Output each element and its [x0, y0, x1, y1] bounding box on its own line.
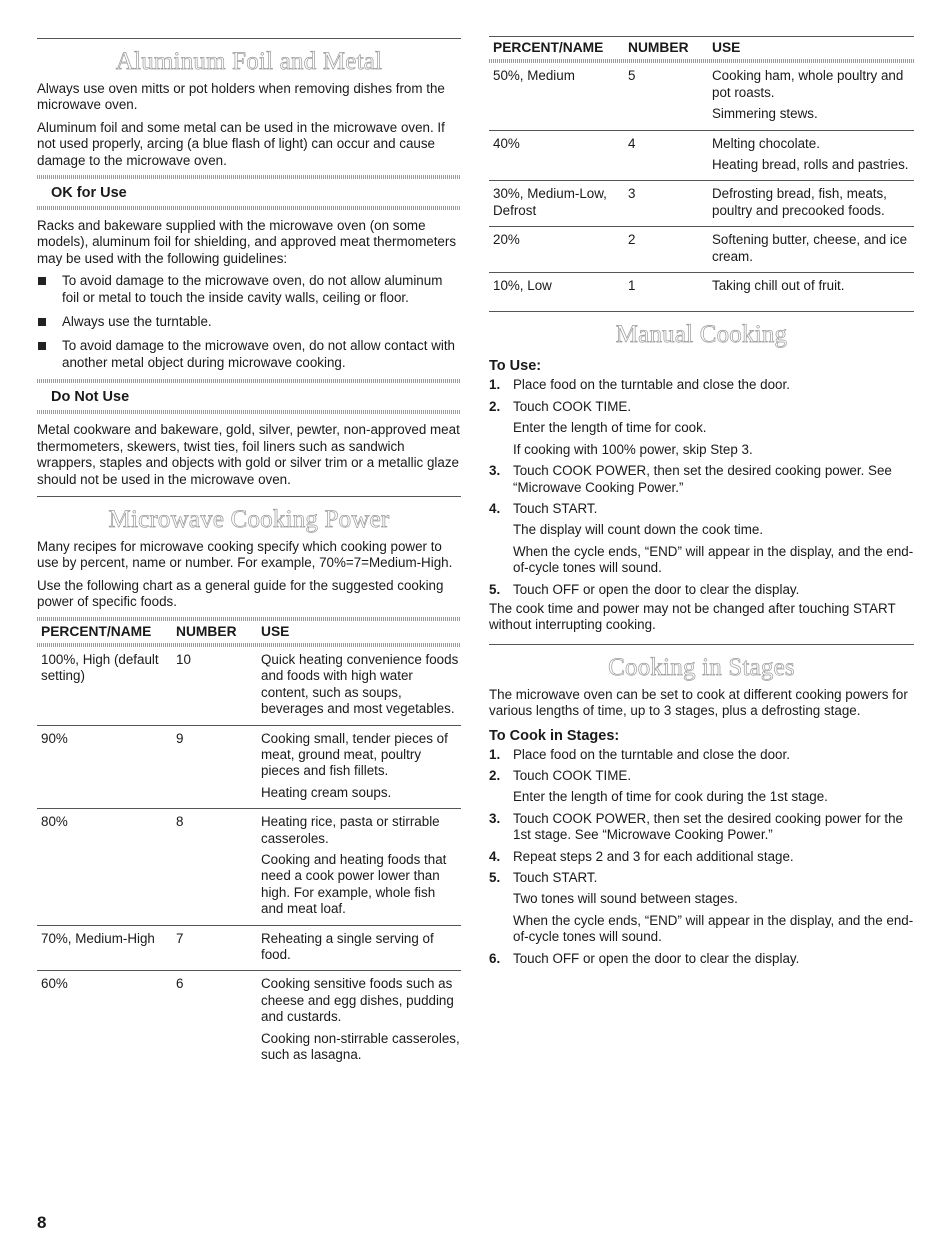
ok-for-use-text: Racks and bakeware supplied with the microwave oven (on some models), aluminum foil for shielding, and approved meat thermometers may be used with the following guidelines:	[37, 218, 457, 266]
table-row	[37, 647, 461, 725]
step-note: The display will count down the cook time.	[513, 522, 764, 538]
cell-use: Melting chocolate. Heating bread, rolls and pastries.	[712, 130, 914, 181]
hatch-divider	[37, 206, 461, 210]
step-note: Two tones will sound between stages.	[513, 891, 738, 907]
table-header-row	[489, 37, 914, 59]
square-bullet-icon	[38, 318, 46, 326]
table-row	[489, 227, 914, 273]
step-note: If cooking with 100% power, skip Step 3.	[513, 441, 753, 457]
cell-percent-name: 10%, Low	[493, 278, 552, 294]
header-percent-name: PERCENT/NAME	[493, 40, 604, 55]
do-not-use-heading: Do Not Use	[51, 389, 130, 406]
cell-percent-name: 100%, High (default setting)	[37, 647, 176, 725]
cell-use: Taking chill out of fruit.	[712, 278, 845, 294]
step-item: 5. Touch OFF or open the door to clear the display.	[489, 581, 800, 597]
section-rule	[37, 496, 461, 497]
cell-use: Defrosting bread, fish, meats, poultry and precooked foods.	[712, 181, 914, 227]
cell-percent-name: 90%	[37, 725, 176, 809]
cell-use: Cooking small, tender pieces of meat, ground meat, poultry pieces and fish fillets. Heating cream soups.	[261, 725, 461, 809]
table-row	[37, 809, 461, 925]
bullet-item: To avoid damage to the microwave oven, do not allow contact with another metal object during microwave cooking.	[37, 338, 461, 371]
manual-note: The cook time and power may not be changed after touching START without interrupting cooking.	[489, 600, 896, 633]
manual-steps-list	[489, 377, 914, 597]
header-use: USE	[712, 40, 741, 55]
power-table	[37, 621, 461, 1071]
aluminum-paragraph-1: Always use oven mitts or pot holders when removing dishes from the microwave oven.	[37, 81, 445, 113]
table-row	[37, 725, 461, 809]
table-row	[489, 130, 914, 181]
cell-number: 2	[628, 227, 712, 273]
stages-steps-list	[489, 747, 914, 967]
cell-use: Quick heating convenience foods and foods with high water content, such as soups, beverages and most vegetables.	[261, 647, 461, 725]
power-paragraph-1: Many recipes for microwave cooking specify which cooking power to use by percent, name or number. For example, 70%=7=Medium-High.	[37, 538, 453, 571]
hatch-divider	[37, 410, 461, 414]
power-paragraph-2: Use the following chart as a general guide for the suggested cooking power of specific foods.	[37, 577, 444, 610]
cell-use: Cooking ham, whole poultry and pot roasts. Simmering stews.	[712, 63, 914, 130]
cell-number: 5	[628, 63, 712, 130]
bullet-item: To avoid damage to the microwave oven, do not allow aluminum foil or metal to touch the inside cavity walls, ceiling or floor.	[37, 273, 461, 306]
ok-for-use-heading: OK for Use	[51, 185, 127, 202]
table-row	[489, 273, 914, 302]
right-column	[489, 0, 914, 972]
cell-percent-name: 60%	[41, 976, 68, 992]
step-item: 5. Touch START. Two tones will sound between stages. When the cycle ends, “END” will appear in the display, and the end-of-cycle tones will sound.	[489, 870, 914, 945]
square-bullet-icon	[38, 277, 46, 285]
header-percent-name: PERCENT/NAME	[41, 623, 152, 639]
cell-number: 8	[176, 809, 261, 925]
power-title: Microwave Cooking Power	[108, 505, 390, 533]
step-item: 2. Touch COOK TIME. Enter the length of time for cook during the 1st stage.	[489, 768, 914, 806]
cooking-in-stages-title: Cooking in Stages	[608, 653, 795, 681]
table-row	[37, 971, 461, 1071]
step-item: 1. Place food on the turntable and close the door.	[489, 377, 790, 393]
cell-number: 7	[176, 925, 261, 971]
cell-percent-name: 50%, Medium	[489, 63, 628, 130]
table-row	[489, 63, 914, 130]
step-item: 3. Touch COOK POWER, then set the desired cooking power. See “Microwave Cooking Power.”	[489, 463, 892, 495]
cell-number: 1	[628, 278, 636, 294]
cell-use: Reheating a single serving of food.	[261, 925, 461, 971]
section-rule	[489, 311, 914, 312]
header-number: NUMBER	[628, 40, 689, 55]
ok-bullet-list	[37, 273, 461, 371]
cell-use: Heating rice, pasta or stirrable casseroles. Cooking and heating foods that need a cook power lower than high. For example, whole fish and meat loaf.	[261, 809, 461, 925]
cell-use: Softening butter, cheese, and ice cream.	[712, 227, 914, 273]
table-row	[489, 181, 914, 227]
to-cook-in-stages-heading: To Cook in Stages:	[489, 727, 620, 744]
step-note: Enter the length of time for cook.	[513, 420, 707, 436]
cell-number: 10	[176, 647, 261, 725]
cell-number: 3	[628, 181, 712, 227]
section-rule	[489, 644, 914, 645]
cell-number: 6	[176, 976, 184, 992]
step-note: Enter the length of time for cook during the 1st stage.	[513, 789, 828, 805]
manual-cooking-title: Manual Cooking	[615, 321, 788, 349]
cell-use: Cooking sensitive foods such as cheese and egg dishes, pudding and custards. Cooking non-stirrable casseroles, such as lasagna.	[261, 976, 460, 1063]
left-column	[37, 0, 461, 1070]
section-rule	[37, 38, 461, 39]
cell-percent-name: 30%, Medium-Low, Defrost	[489, 181, 628, 227]
table-header-row	[37, 621, 461, 643]
stages-intro: The microwave oven can be set to cook at different cooking powers for various lengths of time, up to 3 stages, plus a defrosting stage.	[489, 686, 908, 719]
step-note: When the cycle ends, “END” will appear in the display, and the end-of-cycle tones will sound.	[513, 912, 914, 945]
header-use: USE	[261, 623, 290, 639]
table-row	[37, 925, 461, 971]
cell-number: 4	[628, 130, 712, 181]
step-item: 3. Touch COOK POWER, then set the desired cooking power for the 1st stage. See “Microwave Cooking Power.”	[489, 810, 904, 843]
aluminum-paragraph-2: Aluminum foil and some metal can be used in the microwave oven. If not used properly, arcing (a blue flash of light) can occur and cause damage to the microwave oven.	[37, 119, 445, 168]
cell-percent-name: 40%	[489, 130, 628, 181]
cell-number: 9	[176, 725, 261, 809]
step-item: 2. Touch COOK TIME. Enter the length of time for cook. If cooking with 100% power, skip Step 3.	[489, 399, 914, 458]
do-not-use-text: Metal cookware and bakeware, gold, silver, pewter, non-approved meat thermometers, skewers, twist ties, foil liners such as sandwich wrappers, staples and objects with gold or silver trim or a metallic glaze should not be used in the microwave oven.	[37, 422, 460, 487]
cell-percent-name: 80%	[37, 809, 176, 925]
step-item: 4. Touch START. The display will count down the cook time. When the cycle ends, “END” will appear in the display, and the end-of-cycle tones will sound.	[489, 500, 914, 576]
cell-percent-name: 70%, Medium-High	[37, 925, 176, 971]
aluminum-title: Aluminum Foil and Metal	[115, 48, 383, 75]
step-item: 6. Touch OFF or open the door to clear the display.	[489, 950, 800, 966]
square-bullet-icon	[38, 342, 46, 350]
step-note: When the cycle ends, “END” will appear in the display, and the end-of-cycle tones will sound.	[513, 543, 914, 576]
power-table-continued	[489, 37, 914, 301]
cell-percent-name: 20%	[489, 227, 628, 273]
header-number: NUMBER	[176, 623, 237, 639]
page-number: 8	[37, 1213, 47, 1232]
to-use-heading: To Use:	[489, 358, 542, 375]
bullet-item: Always use the turntable.	[37, 314, 461, 330]
step-item: 4. Repeat steps 2 and 3 for each additional stage.	[489, 848, 794, 864]
step-item: 1. Place food on the turntable and close the door.	[489, 746, 790, 762]
